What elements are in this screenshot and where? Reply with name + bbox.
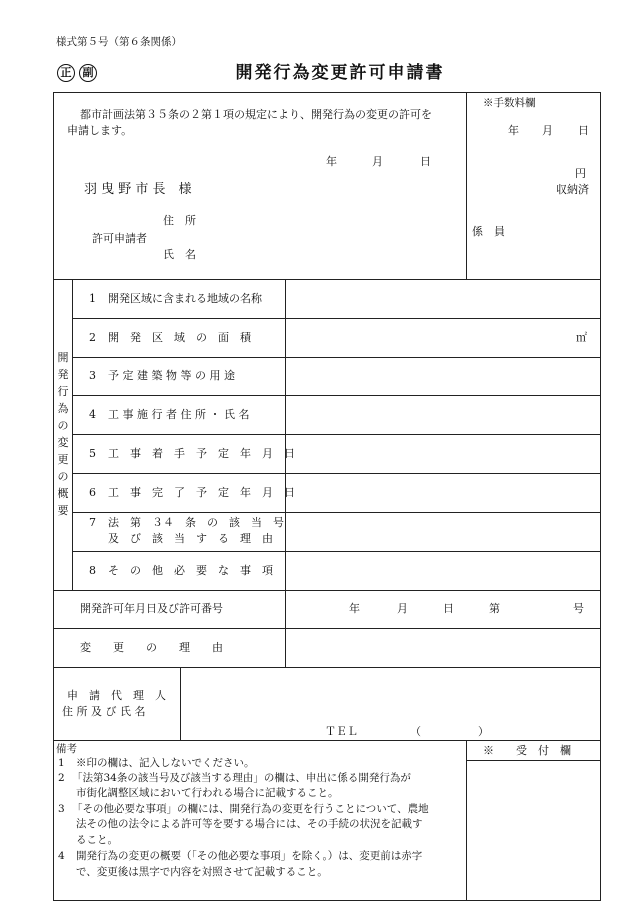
applicant-label: 許可申請者 bbox=[92, 232, 147, 245]
note-3-line-3: ること。 bbox=[76, 834, 118, 846]
item-3-num: 3 bbox=[89, 369, 96, 382]
agent-label-1: 申 請 代 理 人 bbox=[67, 689, 166, 702]
item-2-num: 2 bbox=[89, 331, 96, 344]
item-8-num: 8 bbox=[89, 564, 96, 577]
permit-number-prefix: 第 bbox=[489, 602, 500, 615]
item-1-label: 開発区域に含まれる地域の名称 bbox=[108, 292, 262, 305]
declaration-line-1: 都市計画法第３５条の２第１項の規定により、開発行為の変更の許可を bbox=[80, 108, 432, 121]
fee-paid: 収納済 bbox=[556, 183, 589, 196]
agent-tel-label: ＴＥＬ bbox=[325, 725, 358, 738]
note-1-line-1: ※印の欄は、記入しないでください。 bbox=[76, 757, 255, 769]
permit-month: 月 bbox=[397, 602, 408, 615]
copy-mark: 副 bbox=[79, 64, 97, 82]
item-5-num: 5 bbox=[89, 447, 96, 460]
form-number: 様式第５号（第６条関係） bbox=[56, 36, 182, 48]
addressee: 羽 曳 野 市 長 様 bbox=[84, 182, 192, 197]
item-7-label-2: 及 び 該 当 す る 理 由 bbox=[108, 532, 273, 545]
declaration-month: 月 bbox=[372, 155, 383, 168]
item-1-num: 1 bbox=[89, 292, 96, 305]
note-2-num: 2 bbox=[58, 772, 65, 784]
note-2-line-1: 「法第34条の該当号及び該当する理由」の欄は、申出に係る開発行為が bbox=[72, 772, 411, 784]
notes-header: 備考 bbox=[56, 743, 77, 755]
permit-number-suffix: 号 bbox=[573, 602, 584, 615]
declaration-line-2: 申請します。 bbox=[67, 124, 133, 137]
item-2-unit: ㎡ bbox=[576, 331, 587, 344]
agent-tel-close: ） bbox=[478, 725, 489, 738]
note-3-num: 3 bbox=[58, 803, 65, 815]
item-5-label: 工 事 着 手 予 定 年 月 日 bbox=[108, 447, 295, 460]
fee-month: 月 bbox=[542, 124, 553, 137]
permit-label: 開発許可年月日及び許可番号 bbox=[80, 602, 223, 615]
declaration-day: 日 bbox=[420, 155, 431, 168]
item-4-num: 4 bbox=[89, 408, 96, 421]
fee-header: ※手数料欄 bbox=[483, 97, 536, 109]
fee-staff: 係 員 bbox=[472, 225, 505, 238]
fee-yen: 円 bbox=[575, 167, 586, 180]
item-7-label: 法 第 ３４ 条 の 該 当 号 bbox=[108, 516, 284, 529]
agent-label-2: 住 所 及 び 氏 名 bbox=[62, 705, 146, 718]
note-2-line-2: 市街化調整区域において行われる場合に記載すること。 bbox=[76, 787, 339, 799]
fee-day: 日 bbox=[578, 124, 589, 137]
note-3-line-1: 「その他必要な事項」の欄には、開発行為の変更を行うことについて、農地 bbox=[72, 803, 429, 815]
reason-label: 変 更 の 理 由 bbox=[80, 641, 223, 654]
reception-label: ※ 受 付 欄 bbox=[483, 744, 571, 757]
item-7-num: 7 bbox=[89, 516, 96, 529]
note-3-line-2: 法その他の法令による許可等を要する場合には、その手続の状況を記載す bbox=[76, 818, 423, 830]
note-4-num: 4 bbox=[58, 850, 65, 862]
note-1-num: 1 bbox=[58, 757, 65, 769]
permit-year: 年 bbox=[349, 602, 360, 615]
declaration-year: 年 bbox=[326, 155, 337, 168]
note-4-line-2: で、変更後は黒字で内容を対照させて記載すること。 bbox=[76, 866, 328, 878]
address-label: 住 所 bbox=[163, 214, 196, 227]
page-title: 開発行為変更許可申請書 bbox=[235, 63, 445, 83]
original-mark: 正 bbox=[57, 64, 75, 82]
name-label: 氏 名 bbox=[163, 248, 196, 261]
note-4-line-1: 開発行為の変更の概要（「その他必要な事項」を除く。）は、変更前は赤字 bbox=[76, 850, 423, 862]
item-8-label: そ の 他 必 要 な 事 項 bbox=[108, 564, 273, 577]
overview-side-label: 開 発 行 為 の 変 更 の 概 要 bbox=[57, 351, 69, 517]
fee-year: 年 bbox=[508, 124, 519, 137]
item-6-label: 工 事 完 了 予 定 年 月 日 bbox=[108, 486, 295, 499]
item-4-label: 工 事 施 行 者 住 所 ・ 氏 名 bbox=[108, 408, 250, 421]
item-3-label: 予 定 建 築 物 等 の 用 途 bbox=[108, 369, 235, 382]
agent-tel-open: （ bbox=[410, 725, 421, 738]
item-2-label: 開 発 区 域 の 面 積 bbox=[108, 331, 251, 344]
item-6-num: 6 bbox=[89, 486, 96, 499]
permit-day: 日 bbox=[443, 602, 454, 615]
